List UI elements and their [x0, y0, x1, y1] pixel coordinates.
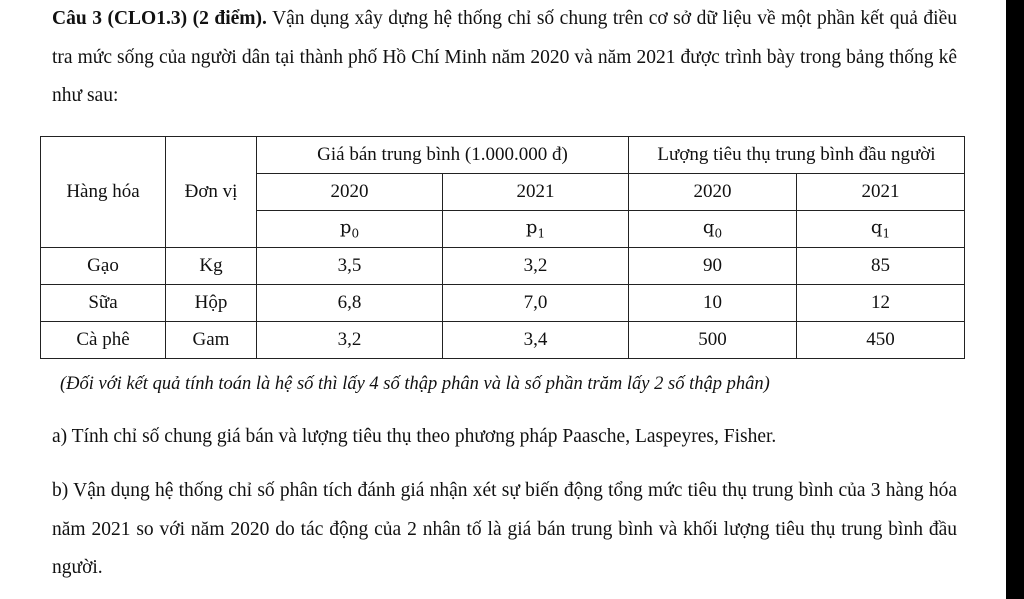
cell-q1: 85 [797, 248, 965, 285]
cell-p0: 3,2 [257, 322, 443, 359]
rounding-note: (Đối với kết quả tính toán là hệ số thì lấy 4 số thập phân và là số phần trăm lấy 2 số thập phân) [60, 374, 770, 394]
cell-unit: Kg [166, 248, 257, 285]
symbol-p0: $p_0$ [257, 211, 443, 248]
symbol-q0: $q_0$ [629, 211, 797, 248]
cell-q0: 90 [629, 248, 797, 285]
question-a: a) Tính chỉ số chung giá bán và lượng tiêu thụ theo phương pháp Paasche, Laspeyres, Fisher. [52, 426, 777, 447]
table-header-row-1 [41, 137, 965, 174]
cell-item: Gạo [41, 248, 166, 285]
question-b: b) Vận dụng hệ thống chỉ số phân tích đánh giá nhận xét sự biến động tổng mức tiêu thụ trung bình của 3 hàng hóa năm 2021 so với năm 2020 do tác động của 2 nhân tố là giá bán trung bình và khối lượng tiêu thụ trung bình đầu người. [52, 480, 957, 578]
right-edge-border [1006, 0, 1024, 599]
cell-unit: Hộp [166, 285, 257, 322]
statistics-table [40, 136, 965, 359]
cell-p1: 7,0 [443, 285, 629, 322]
cell-q1: 12 [797, 285, 965, 322]
cell-q0: 500 [629, 322, 797, 359]
header-year: 2020 [257, 174, 443, 211]
cell-q1: 450 [797, 322, 965, 359]
symbol-p1: $p_1$ [443, 211, 629, 248]
header-item: Hàng hóa [41, 137, 166, 248]
intro-text: Vận dụng xây dựng hệ thống chỉ số chung trên cơ sở dữ liệu về một phần kết quả điều tra mức sống của người dân tại thành phố Hồ Chí Minh năm 2020 và năm 2021 được trình bày trong bảng thống kê như sau: [52, 8, 957, 106]
table-row [41, 248, 965, 285]
cell-p1: 3,4 [443, 322, 629, 359]
cell-p0: 6,8 [257, 285, 443, 322]
cell-item: Sữa [41, 285, 166, 322]
table-row [41, 285, 965, 322]
header-unit: Đơn vị [166, 137, 257, 248]
intro-paragraph [52, 0, 957, 116]
header-year: 2021 [443, 174, 629, 211]
table-row [41, 322, 965, 359]
cell-unit: Gam [166, 322, 257, 359]
header-year: 2021 [797, 174, 965, 211]
cell-item: Cà phê [41, 322, 166, 359]
header-year: 2020 [629, 174, 797, 211]
question-heading: Câu 3 (CLO1.3) (2 điểm). [52, 8, 267, 29]
symbol-q1: $q_1$ [797, 211, 965, 248]
cell-p0: 3,5 [257, 248, 443, 285]
header-price-group: Giá bán trung bình (1.000.000 đ) [257, 137, 629, 174]
cell-p1: 3,2 [443, 248, 629, 285]
header-quantity-group: Lượng tiêu thụ trung bình đầu người [629, 137, 965, 174]
cell-q0: 10 [629, 285, 797, 322]
